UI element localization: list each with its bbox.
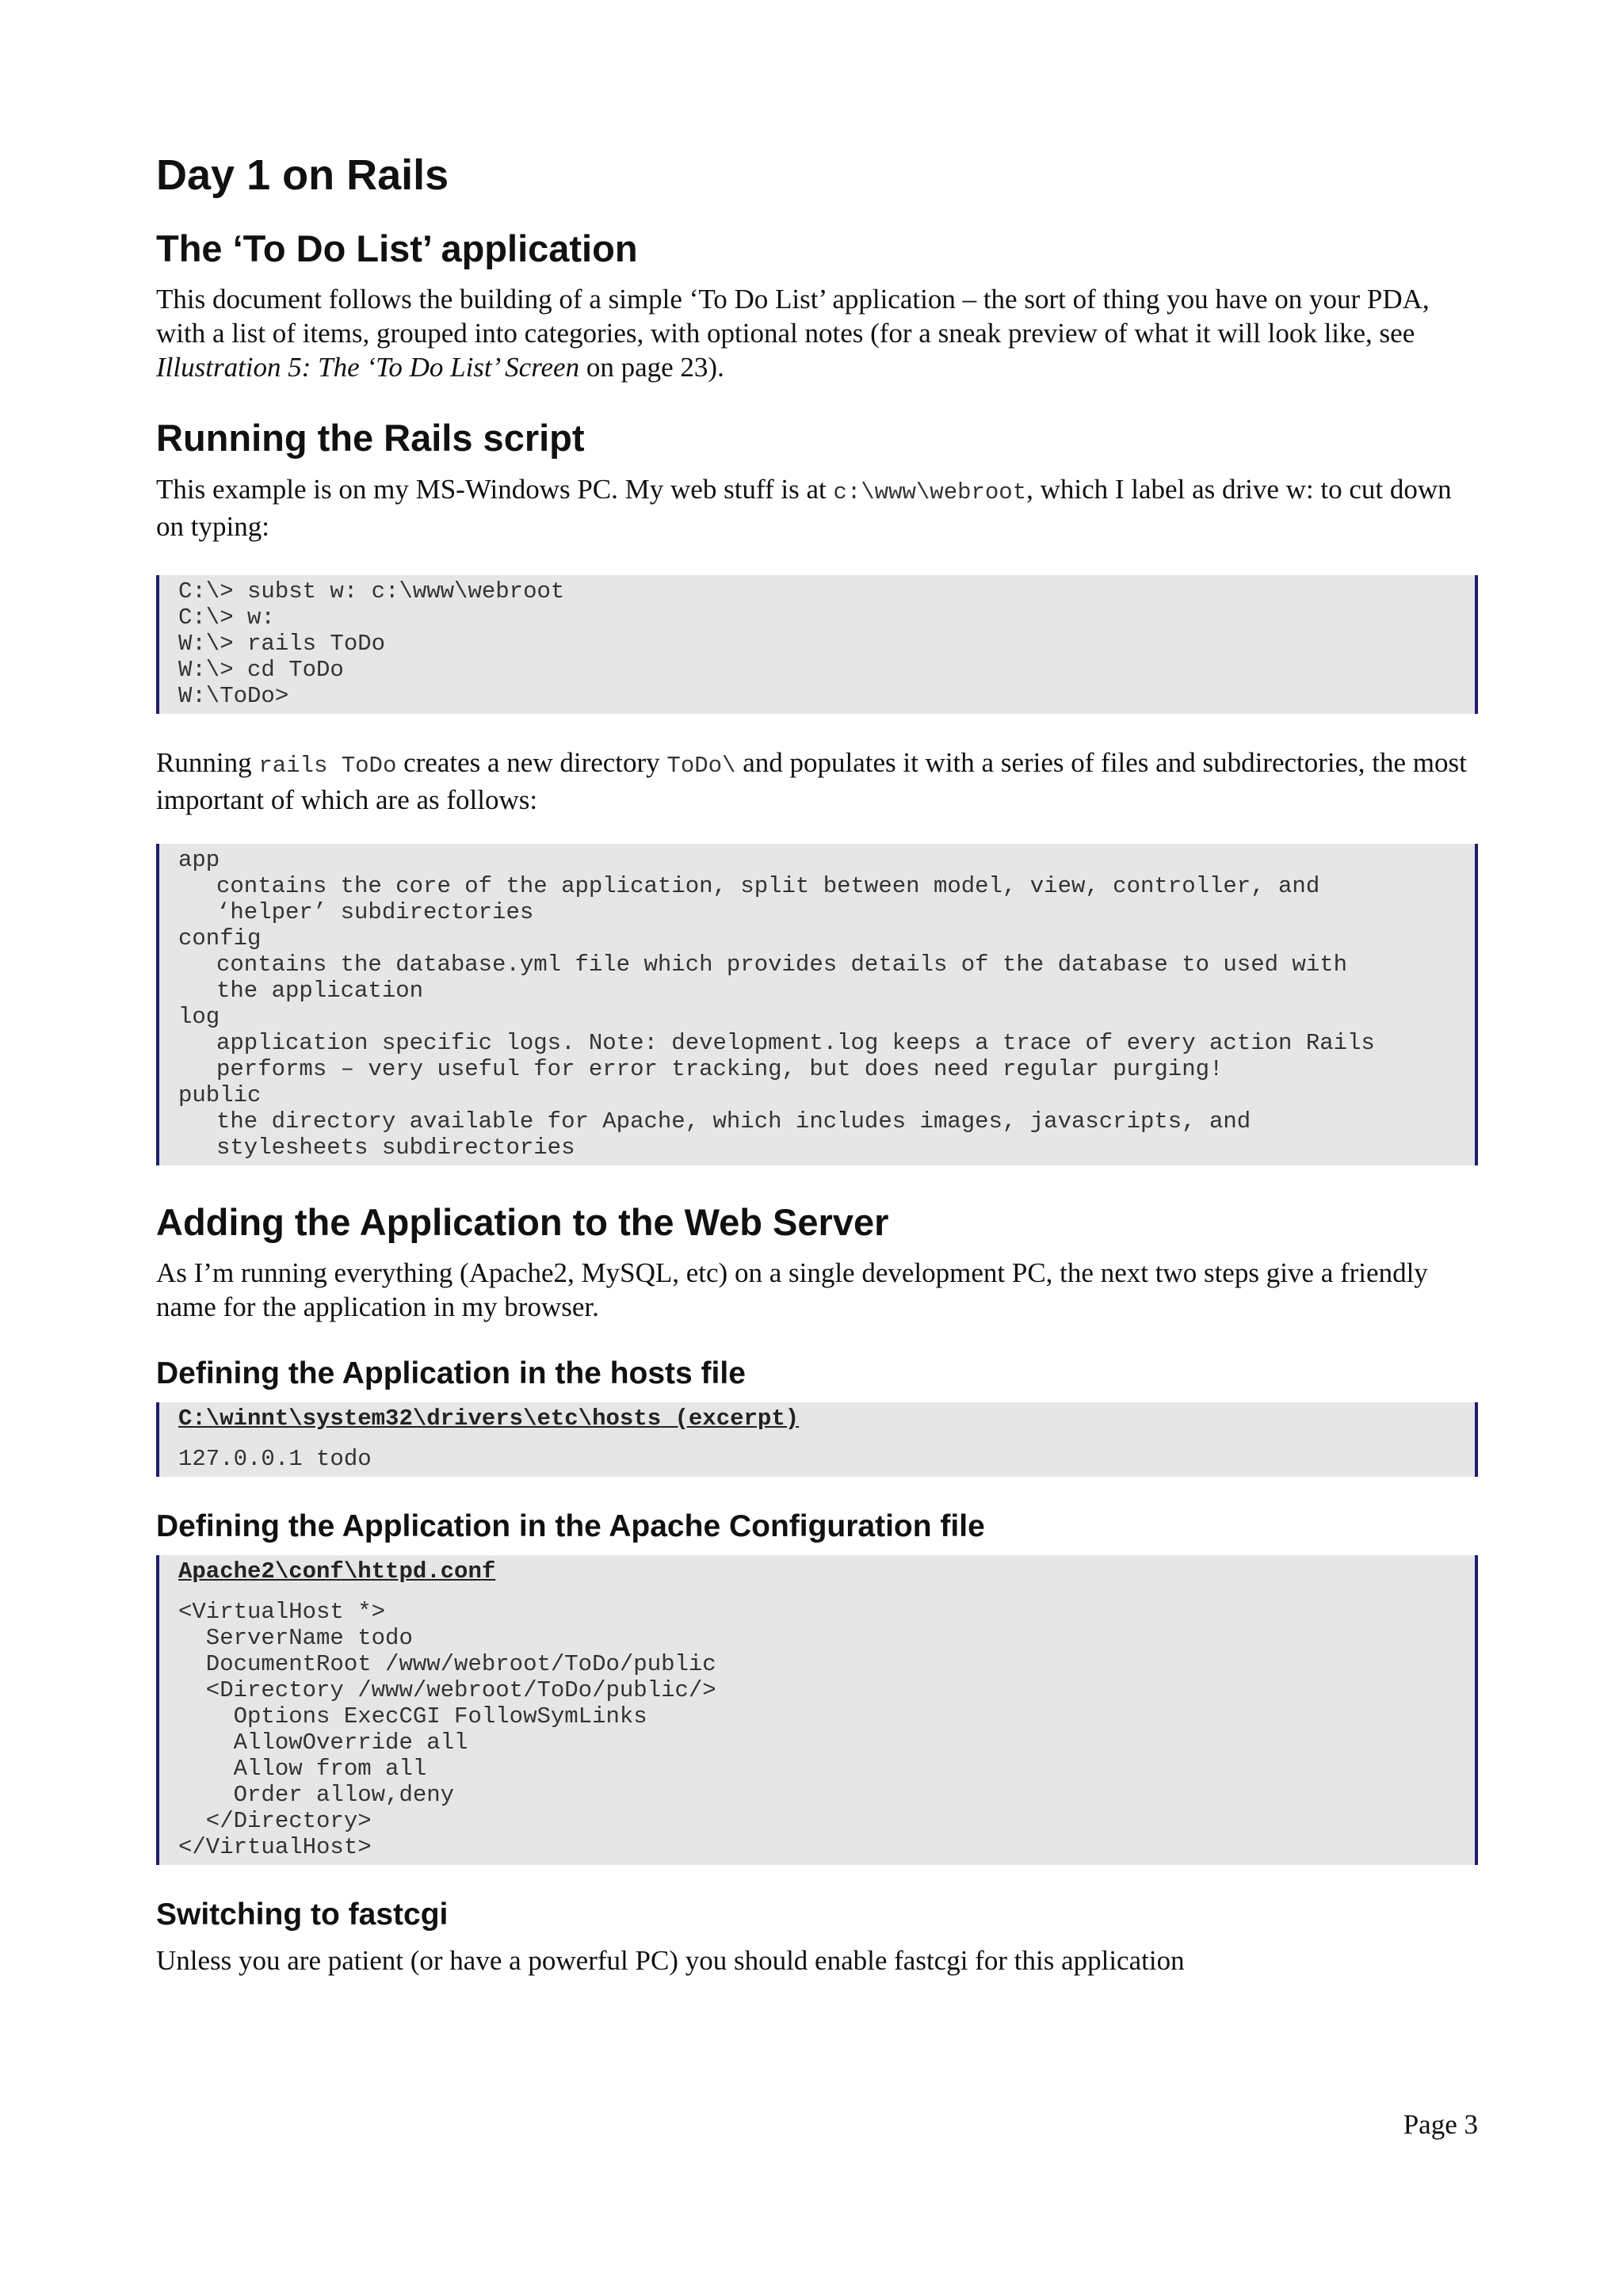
code-block-directories (156, 844, 1478, 1165)
dir-name: log (178, 1003, 220, 1030)
inline-command: rails ToDo (258, 752, 397, 779)
code-block-hosts (156, 1402, 1478, 1477)
code-line: </Directory> (178, 1807, 372, 1834)
paragraph-fastcgi: Unless you are patient (or have a powerful PC) you should enable fastcgi for this application (156, 1944, 1185, 1976)
code-line: AllowOverride all (178, 1729, 468, 1756)
dir-desc: contains the database.yml file which provides details of the database to used with (216, 951, 1348, 978)
code-line: </VirtualHost> (178, 1833, 372, 1860)
heading-rails-script: Running the Rails script (156, 417, 585, 460)
code-line: DocumentRoot /www/webroot/ToDo/public (178, 1650, 716, 1677)
dir-desc: the directory available for Apache, which includes images, javascripts, and (216, 1108, 1251, 1135)
dir-name: public (178, 1081, 262, 1108)
code-line: <VirtualHost *> (178, 1598, 386, 1625)
code-line: ServerName todo (178, 1624, 413, 1651)
code-line: <Directory /www/webroot/ToDo/public/> (178, 1676, 716, 1703)
dir-name: app (178, 846, 220, 873)
code-line: C:\> subst w: c:\www\webroot (178, 578, 565, 605)
code-line: Order allow,deny (178, 1781, 455, 1808)
heading-apache-config: Defining the Application in the Apache Configuration file (156, 1509, 985, 1544)
code-title-hosts: C:\winnt\system32\drivers\etc\hosts (excerpt) (178, 1405, 800, 1432)
dir-desc: contains the core of the application, split between model, view, controller, and (216, 872, 1320, 899)
inline-directory: ToDo\ (666, 752, 736, 779)
heading-fastcgi: Switching to fastcgi (156, 1897, 449, 1932)
code-line: Options ExecCGI FollowSymLinks (178, 1703, 647, 1730)
paragraph-web-server: As I’m running everything (Apache2, MySQL, etc) on a single development PC, the next two steps give a friendly name for the application in my browser. (156, 1257, 1428, 1323)
dir-desc: ‘helper’ subdirectories (216, 898, 534, 925)
paragraph-todo-intro: This document follows the building of a simple ‘To Do List’ application – the sort of thing you have on your PDA, with a list of items, grouped into categories, with optional notes (for a sneak preview of what it will look like, see Illustration 5: The ‘To Do List’ Screen on page 23). (156, 284, 1430, 383)
code-line: W:\> cd ToDo (178, 656, 344, 683)
document-page (156, 151, 1478, 2009)
code-title-apache: Apache2\conf\httpd.conf (178, 1558, 496, 1585)
page-title: Day 1 on Rails (156, 151, 449, 199)
code-line: W:\> rails ToDo (178, 630, 386, 657)
dir-name: config (178, 925, 262, 952)
paragraph-rails-result: Running rails ToDo creates a new directory ToDo\ and populates it with a series of files and subdirectories, the most important of which are as follows: (156, 746, 1467, 815)
dir-desc: performs – very useful for error tracking, but does need regular purging! (216, 1055, 1224, 1082)
illustration-reference: Illustration 5: The ‘To Do List’ Screen (156, 352, 580, 383)
code-line: 127.0.0.1 todo (178, 1446, 372, 1473)
code-block-commands (156, 575, 1478, 714)
code-block-apache (156, 1555, 1478, 1865)
heading-hosts-file: Defining the Application in the hosts file (156, 1356, 746, 1391)
page-number: Page 3 (1403, 2109, 1478, 2140)
code-line: C:\> w: (178, 604, 275, 631)
inline-path: c:\www\webroot (833, 479, 1027, 505)
heading-todo-app: The ‘To Do List’ application (156, 227, 638, 270)
dir-desc: the application (216, 977, 424, 1004)
dir-desc: application specific logs. Note: development.log keeps a trace of every action Rails (216, 1029, 1375, 1056)
paragraph-rails-intro: This example is on my MS-Windows PC. My web stuff is at c:\www\webroot, which I label as drive w: to cut down on typing: (156, 473, 1452, 542)
code-line: Allow from all (178, 1755, 427, 1782)
heading-web-server: Adding the Application to the Web Server (156, 1200, 889, 1243)
code-line: W:\ToDo> (178, 682, 289, 709)
dir-desc: stylesheets subdirectories (216, 1134, 575, 1161)
